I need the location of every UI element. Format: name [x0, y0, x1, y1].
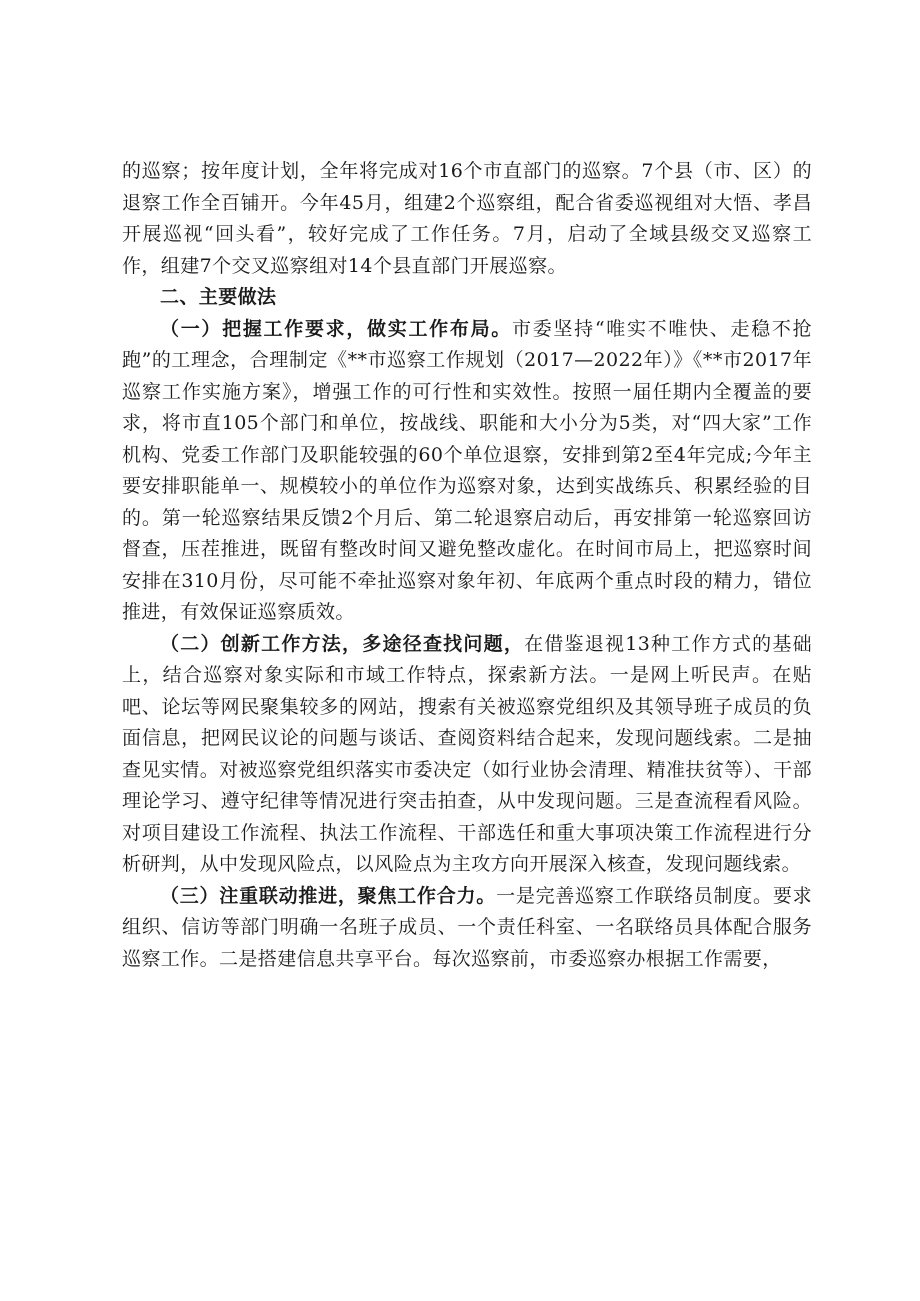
- paragraph-1: [122, 314, 812, 629]
- section-heading: 二、主要做法: [160, 286, 277, 308]
- paragraph-text: 的巡察；按年度计划，全年将完成对16个市直部门的巡察。7个县（市、区）的退察工作全百铺开。今年45月，组建2个巡察组，配合省委巡视组对大悟、孝昌开展巡视“回头看”，较好完成了工作任务。7月，启动了全域县级交叉巡察工作，组建7个交叉巡察组对14个县直部门开展巡察。: [122, 160, 812, 277]
- paragraph-text: 一是完善巡察工作联络员制度。要求组织、信访等部门明确一名班子成员、一个责任科室、一名联络员具体配合服务巡察工作。二是搭建信息共享平台。每次巡察前，市委巡察办根据工作需要，: [122, 884, 812, 970]
- document-body: [122, 156, 812, 975]
- paragraph-lead: （二）创新工作方法，多途径查找问题，: [160, 632, 525, 655]
- paragraph-lead: （一）把握工作要求，做实工作布局。: [160, 317, 512, 340]
- paragraph-text: 在借鉴退视13种工作方式的基础上，结合巡察对象实际和市域工作特点，探索新方法。一是网上听民声。在贴吧、论坛等网民聚集较多的网站，搜索有关被巡察党组织及其领导班子成员的负面信息，把网民议论的问题与谈话、查阅资料结合起来，发现问题线索。二是抽查见实情。对被巡察党组织落实市委决定（如行业协会清理、精准扶贫等）、干部理论学习、遵守纪律等情况进行突击拍查，从中发现问题。三是查流程看风险。对项目建设工作流程、执法工作流程、干部选任和重大事项决策工作流程进行分析研判，从中发现风险点，以风险点为主攻方向开展深入核查，发现问题线索。: [122, 632, 812, 875]
- paragraph-2: [122, 629, 812, 881]
- paragraph-text: 市委坚持“唯实不唯快、走稳不抢跑”的工理念，合理制定《**市巡察工作规划（2017—2022年）》《**市2017年巡察工作实施方案》，增强工作的可行性和实效性。按照一届任期内全覆盖的要求，将市直105个部门和单位，按战线、职能和大小分为5类，对“四大家”工作机构、党委工作部门及职能较强的60个单位退察，安排到第2至4年完成;今年主要安排职能单一、规模较小的单位作为巡察对象，达到实战练兵、积累经验的目的。第一轮巡察结果反馈2个月后、第二轮退察启动后，再安排第一轮巡察回访督查，压茬推进，既留有整改时间又避免整改虚化。在时间市局上，把巡察时间安排在310月份，尽可能不牵扯巡察对象年初、年底两个重点时段的精力，错位推进，有效保证巡察质效。: [122, 317, 812, 623]
- paragraph-3: [122, 881, 812, 976]
- paragraph-continuation: [122, 156, 812, 282]
- paragraph-lead: （三）注重联动推进，聚焦工作合力。: [160, 884, 497, 907]
